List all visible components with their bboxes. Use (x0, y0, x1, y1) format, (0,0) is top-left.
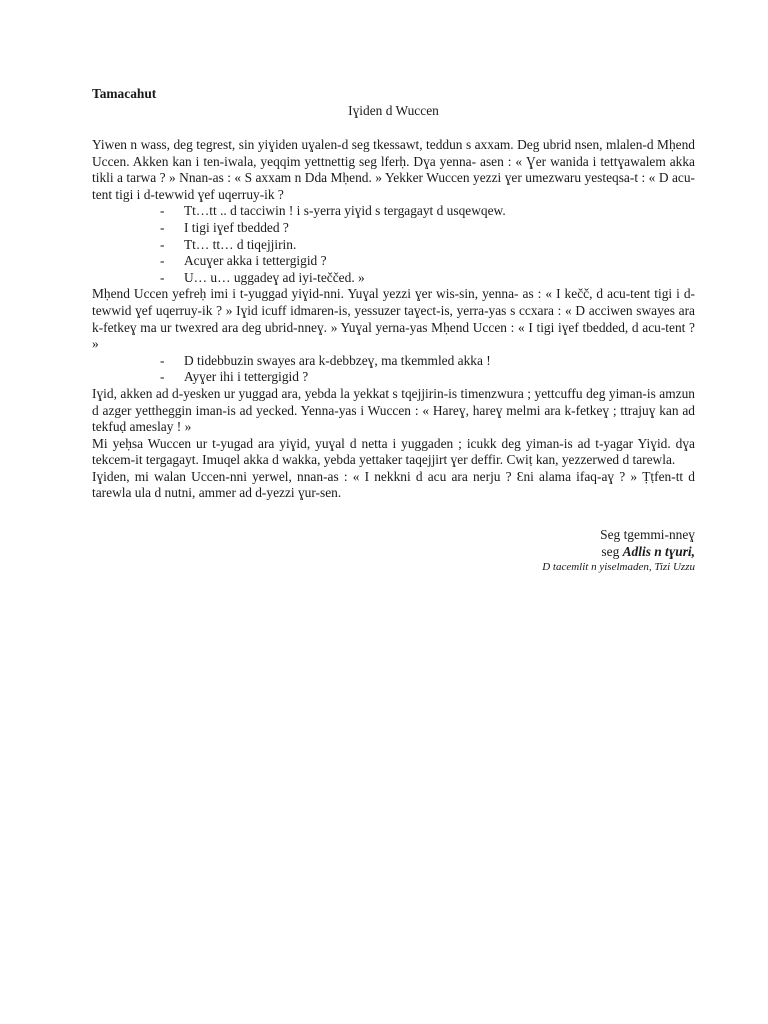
paragraph-3: Iɣid, akken ad d-yesken ur yuggad ara, yebda la yekkat s tqejjirin-is timenzwura ; yettcuffu deg yiman-is amzun d azger yettheggin iman-is ad yecked. Yenna-yas i Wuccen : « Hareɣ, hareɣ melmi ara k-fetkeɣ ; ttrajuɣ kan ad tekfuḍ ameslay ! » (92, 385, 695, 435)
list-item: - Ayɣer ihi i tettergigid ? (160, 369, 309, 385)
list-item: - Tt…tt .. d tacciwin ! i s-yerra yiɣid s tergagayt d usqewqew. (160, 203, 506, 219)
paragraph-4: Mi yeḥsa Wuccen ur t-yugad ara yiɣid, yuɣal d netta i yuggaden ; icukk deg yiman-is ad t-yagar Yiɣid. dɣa tekcem-it tergagayt. Imuqel akka d wakka, yebda yettaker taqejjirt ɣer deffir. Cwiṭ kan, yezzerwed d tarewla. (92, 435, 695, 468)
story-title: Iɣiden d Wuccen (348, 103, 439, 118)
source-line (92, 544, 695, 561)
source-prefix: seg (601, 543, 623, 559)
signature-block (92, 527, 695, 574)
dialogue-list-2 (92, 353, 695, 386)
source-author: Adlis n tɣuri, (622, 543, 695, 559)
list-item: - Tt… tt… d tiqejjirin. (160, 236, 297, 252)
paragraph-1: Yiwen n wass, deg tegrest, sin yiɣiden uɣalen-d seg tkessawt, teddun s axxam. Deg ubrid nsen, mlalen-d Mḥend Uccen. Akken kan i ten-iwala, yeqqim yettnettig seg lferḥ. Dɣa yenna- asen : « Ɣer wanida i tettɣawalem akka tikli a tarwa ? » Nnan-as : « S axxam n Dda Mḥend. » Yekker Wuccen yezzi ɣer umezwaru yesteqsa-t : « D acu-tent tigi i d-tewwid ɣef uqerruy-ik ? (92, 137, 695, 202)
paragraph-5: Iɣiden, mi walan Uccen-nni yerwel, nnan-as : « I nekkni d acu ara nerju ? Ɛni alama ifaq-aɣ ? » Ṭṭfen-tt d tarewla ula d nutni, ammer ad d-yezzi ɣur-sen. (92, 468, 695, 501)
document-page (92, 86, 695, 574)
list-item: - Acuɣer akka i tettergigid ? (160, 253, 327, 269)
list-item: - I tigi iɣef tbedded ? (160, 219, 289, 235)
signature-line: Seg tgemmi-nneɣ (600, 527, 695, 543)
dialogue-list-1 (92, 203, 695, 286)
paragraph-2: Mḥend Uccen yefreḥ imi i t-yuggad yiɣid-nni. Yuɣal yezzi ɣer wis-sin, yenna- as : « I kečč, d acu-tent tigi i d-tewwid ɣef uqerruy-ik ? » Iɣid icuff idmaren-is, yessuzer taɣect-is, yerra-yas s ccxara : « D acciwen swayes ara k-fetkeɣ ma ur twexred ara deg ubrid-nneɣ. » Yuɣal yerna-yas Mḥend Uccen : « I tigi iɣef tbedded, d acu-tent ? » (92, 286, 695, 352)
list-item: - D tidebbuzin swayes ara k-debbzeɣ, ma tkemmled akka ! (160, 352, 491, 368)
document-heading: Tamacahut (92, 86, 157, 101)
source-place: D tacemlit n yiselmaden, Tizi Uzzu (542, 561, 695, 574)
list-item: - U… u… uggadeɣ ad iyi-teččed. » (160, 269, 365, 285)
